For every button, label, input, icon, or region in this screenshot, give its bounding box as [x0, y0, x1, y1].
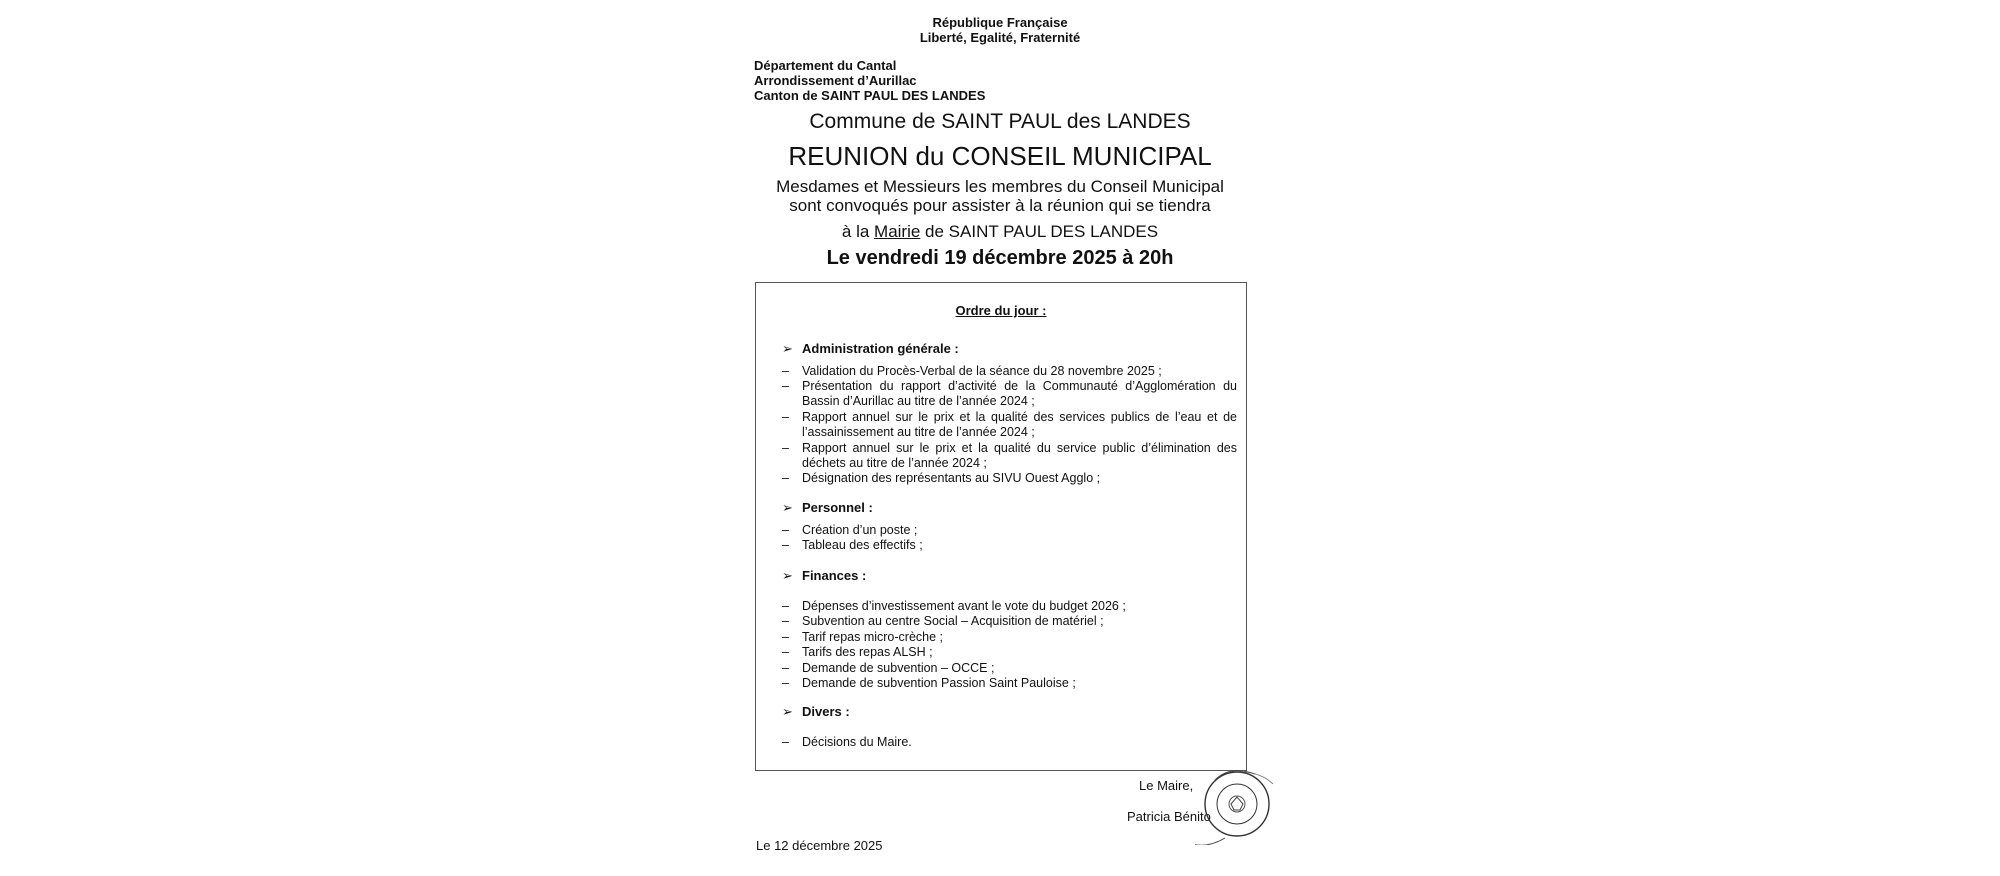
- agenda-item-text: Demande de subvention Passion Saint Pauloise ;: [802, 676, 1076, 690]
- agenda-item-text: Dépenses d’investissement avant le vote du budget 2026 ;: [802, 599, 1126, 613]
- agenda-item: [782, 630, 1237, 645]
- agenda-item: [782, 735, 1237, 750]
- meeting-title: REUNION du CONSEIL MUNICIPAL: [788, 141, 1212, 171]
- invitation-location: [740, 222, 1260, 242]
- invitation-line: sont convoqués pour assister à la réunion qui se tiendra: [789, 196, 1211, 215]
- signature-role: Le Maire,: [1139, 778, 1194, 793]
- agenda-section-heading: [782, 568, 866, 584]
- republic-heading: République Française: [932, 15, 1068, 30]
- dash-bullet-icon: –: [782, 523, 789, 537]
- dash-bullet-icon: –: [782, 735, 789, 749]
- dash-bullet-icon: –: [782, 630, 789, 644]
- invitation-location-place: Mairie: [874, 222, 921, 241]
- department-block: [754, 58, 985, 103]
- agenda-item-text: Désignation des représentants au SIVU Ouest Agglo ;: [802, 471, 1101, 485]
- dash-bullet-icon: –: [782, 614, 789, 628]
- agenda-item: [782, 471, 1237, 486]
- invitation-line: Mesdames et Messieurs les membres du Conseil Municipal: [776, 177, 1224, 196]
- republic-motto: Liberté, Egalité, Fraternité: [919, 30, 1081, 45]
- agenda-box: [755, 282, 1247, 771]
- agenda-item: [782, 599, 1237, 614]
- dash-bullet-icon: –: [782, 599, 789, 613]
- dash-bullet-icon: –: [782, 471, 789, 485]
- commune-title: Commune de SAINT PAUL des LANDES: [809, 110, 1191, 133]
- agenda-item: [782, 523, 1237, 538]
- arrow-bullet-icon: ➢: [782, 341, 793, 356]
- issued-date: Le 12 décembre 2025: [756, 838, 883, 853]
- agenda-item: [782, 441, 1237, 471]
- dash-bullet-icon: –: [782, 538, 789, 552]
- arrow-bullet-icon: ➢: [782, 500, 793, 515]
- dash-bullet-icon: –: [782, 676, 789, 690]
- agenda-item-text: Demande de subvention – OCCE ;: [802, 661, 995, 675]
- agenda-item: [782, 645, 1237, 660]
- dash-bullet-icon: –: [782, 410, 789, 424]
- section-heading-label: Administration générale :: [802, 341, 959, 356]
- section-heading-label: Finances :: [802, 568, 867, 583]
- invitation-location-suffix: de SAINT PAUL DES LANDES: [920, 222, 1159, 241]
- arrow-bullet-icon: ➢: [782, 568, 793, 583]
- agenda-item-text: Rapport annuel sur le prix et la qualité des services publics de l’eau et de l’assainissement au titre de l’année 2024 ;: [802, 410, 1237, 439]
- agenda-item: [782, 410, 1237, 440]
- convocation-page: [740, 0, 1280, 876]
- signature-name: Patricia Bénito: [1127, 809, 1211, 824]
- agenda-item: [782, 379, 1237, 409]
- agenda-item-text: Rapport annuel sur le prix et la qualité du service public d’élimination des déchets au titre de l’année 2024 ;: [802, 441, 1237, 470]
- agenda-section-heading: [782, 704, 850, 720]
- section-heading-label: Divers :: [802, 704, 850, 719]
- agenda-item-text: Décisions du Maire.: [802, 735, 912, 749]
- dash-bullet-icon: –: [782, 661, 789, 675]
- arrow-bullet-icon: ➢: [782, 704, 793, 719]
- arrondissement-line: Arrondissement d’Aurillac: [754, 73, 917, 88]
- dash-bullet-icon: –: [782, 645, 789, 659]
- invitation-location-prefix: à la: [841, 222, 875, 241]
- meeting-date: Le vendredi 19 décembre 2025 à 20h: [826, 247, 1174, 269]
- dash-bullet-icon: –: [782, 364, 789, 378]
- agenda-item: [782, 676, 1237, 691]
- section-heading-label: Personnel :: [802, 500, 873, 515]
- canton-line: Canton de SAINT PAUL DES LANDES: [754, 88, 986, 103]
- agenda-item-text: Présentation du rapport d’activité de la Communauté d’Agglomération du Bassin d’Aurillac au titre de l’année 2024 ;: [802, 379, 1237, 408]
- agenda-title: Ordre du jour :: [955, 303, 1047, 318]
- agenda-item-text: Tarif repas micro-crèche ;: [802, 630, 944, 644]
- department-line: Département du Cantal: [754, 58, 897, 73]
- agenda-item-text: Création d’un poste ;: [802, 523, 918, 537]
- agenda-item: [782, 614, 1237, 629]
- agenda-item-text: Subvention au centre Social – Acquisition de matériel ;: [802, 614, 1104, 628]
- agenda-section-heading: [782, 341, 959, 357]
- agenda-item: [782, 661, 1237, 676]
- agenda-item: [782, 364, 1237, 379]
- agenda-item: [782, 538, 1237, 553]
- agenda-item-text: Validation du Procès-Verbal de la séance du 28 novembre 2025 ;: [802, 364, 1162, 378]
- mairie-stamp-icon: [1195, 760, 1280, 845]
- agenda-item-text: Tableau des effectifs ;: [802, 538, 923, 552]
- agenda-section-heading: [782, 500, 873, 516]
- dash-bullet-icon: –: [782, 379, 789, 393]
- dash-bullet-icon: –: [782, 441, 789, 455]
- agenda-item-text: Tarifs des repas ALSH ;: [802, 645, 933, 659]
